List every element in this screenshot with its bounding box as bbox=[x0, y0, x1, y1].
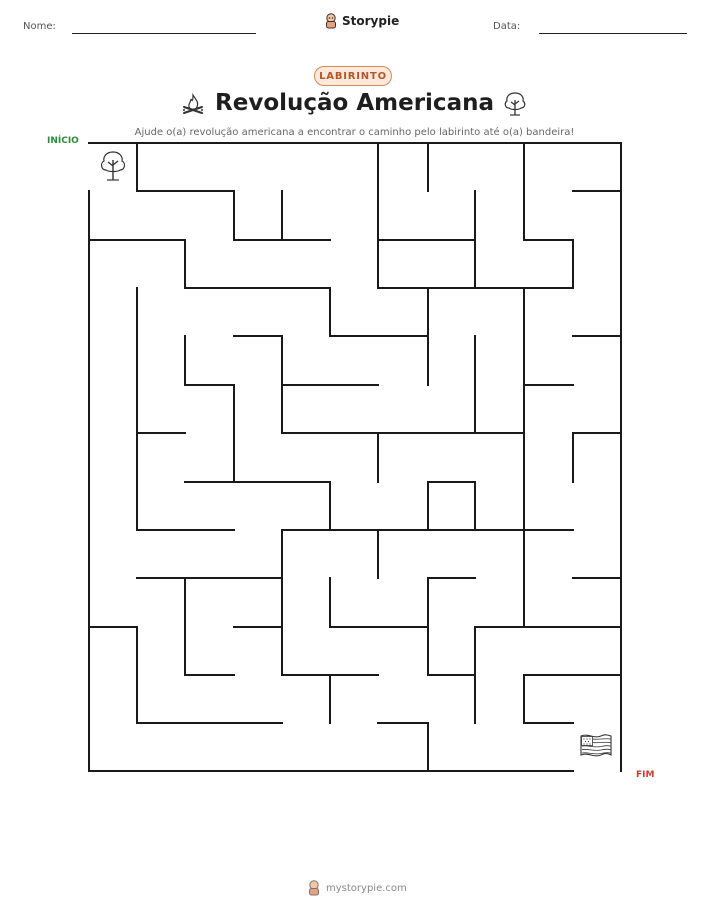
instructions: Ajude o(a) revolução americana a encontrar o caminho pelo labirinto até o(a) bandeira! bbox=[134, 127, 575, 138]
brand-name: Storypie bbox=[342, 14, 400, 28]
start-tree-icon bbox=[98, 149, 128, 185]
page-title: Revolução Americana bbox=[215, 90, 494, 116]
american-flag-icon bbox=[579, 733, 613, 761]
footer bbox=[307, 880, 407, 896]
name-label: Nome: bbox=[23, 21, 56, 32]
storypie-mascot-icon bbox=[307, 880, 321, 896]
maze-walls bbox=[89, 143, 621, 771]
date-label: Data: bbox=[493, 21, 521, 32]
worksheet-type-badge: LABIRINTO bbox=[314, 66, 392, 86]
start-label: INÍCIO bbox=[47, 136, 79, 146]
end-label: FIM bbox=[636, 770, 655, 780]
footer-site[interactable]: mystorypie.com bbox=[326, 882, 407, 894]
